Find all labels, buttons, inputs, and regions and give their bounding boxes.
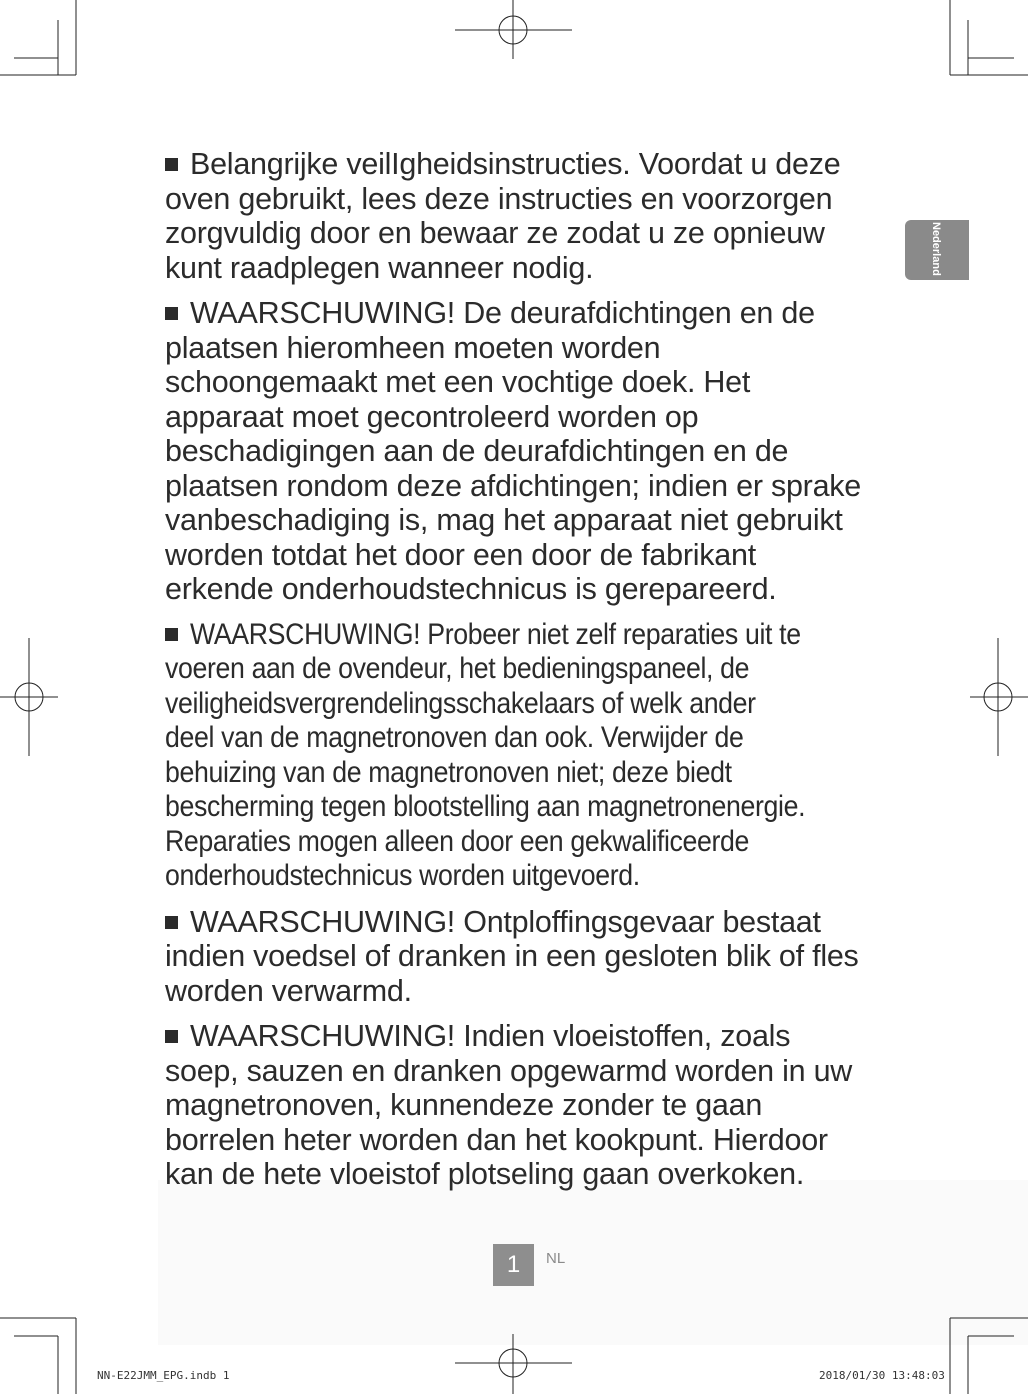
text-line: kan de hete vloeistof plotseling gaan overkoken. <box>165 1157 805 1191</box>
registration-mark-left <box>0 638 58 756</box>
text-line: veiligheidsvergrendelingsschakelaars of welk ander <box>165 686 756 720</box>
text-line: indien voedsel of dranken in een gesloten blik of fles <box>165 939 859 973</box>
text-line: voeren aan de ovendeur, het bedieningspaneel, de <box>165 652 750 685</box>
text-line: Belangrijke veilIgheidsinstructies. Voordat u deze <box>165 147 865 182</box>
text-line: bescherming tegen blootstelling aan magnetronenergie. <box>165 790 806 823</box>
paragraph-3 <box>165 618 865 894</box>
text-line: WAARSCHUWING! Indien vloeistoffen, zoals <box>165 1019 865 1054</box>
text-line: oven gebruikt, lees deze instructies en voorzorgen <box>165 181 833 216</box>
text-line: schoongemaakt met een vochtige doek. Het <box>165 365 751 399</box>
text-line: plaatsen rondom deze afdichtingen; indien er sprake <box>165 468 861 503</box>
text-line: deel van de magnetronoven dan ook. Verwijder de <box>165 721 744 754</box>
text-line: borrelen heter worden dan het kookpunt. Hierdoor <box>165 1122 828 1157</box>
square-bullet-icon <box>165 1030 178 1043</box>
text-line: zorgvuldig door en bewaar ze zodat u ze opnieuw <box>165 216 825 250</box>
text-line: soep, sauzen en dranken opgewarmd worden in uw <box>165 1053 853 1088</box>
text-line: behuizing van de magnetronoven niet; deze biedt <box>165 755 732 789</box>
square-bullet-icon <box>165 307 178 320</box>
text-line: plaatsen hieromheen moeten worden <box>165 330 661 365</box>
paragraph-5 <box>165 1019 865 1192</box>
text-line: erkende onderhoudstechnicus is gerepareerd. <box>165 572 777 606</box>
safety-instructions <box>165 147 865 1203</box>
text-line: apparaat moet gecontroleerd worden op <box>165 399 699 434</box>
registration-mark-top <box>455 0 572 59</box>
text-line: WAARSCHUWING! Ontploffingsgevaar bestaat <box>165 905 865 940</box>
page-number: 1 <box>493 1244 534 1286</box>
registration-mark-bottom <box>455 1334 572 1394</box>
text-line: worden totdat het door een door de fabrikant <box>165 537 756 572</box>
text-line: vanbeschadiging is, mag het apparaat niet gebruikt <box>165 503 843 537</box>
text-line: Reparaties mogen alleen door een gekwalificeerde <box>165 824 750 858</box>
square-bullet-icon <box>165 916 178 929</box>
text-line: kunt raadplegen wanneer nodig. <box>165 250 594 285</box>
language-side-tab <box>905 220 969 280</box>
text-line: WAARSCHUWING! Probeer niet zelf reparaties uit te <box>165 618 865 653</box>
language-side-tab-label: Nederland <box>930 222 942 276</box>
square-bullet-icon <box>165 628 178 641</box>
text-line: beschadigingen aan de deurafdichtingen en de <box>165 434 789 468</box>
square-bullet-icon <box>165 158 178 171</box>
text-line: WAARSCHUWING! De deurafdichtingen en de <box>165 296 865 331</box>
paragraph-2 <box>165 296 865 607</box>
page-language-code: NL <box>546 1250 566 1267</box>
registration-mark-right <box>970 638 1028 756</box>
print-slug-datetime: 2018/01/30 13:48:03 <box>819 1369 945 1382</box>
paragraph-1 <box>165 147 865 285</box>
text-line: worden verwarmd. <box>165 973 412 1008</box>
paragraph-4 <box>165 905 865 1009</box>
print-slug-file: NN-E22JMM_EPG.indb 1 <box>97 1369 230 1382</box>
text-line: magnetronoven, kunnendeze zonder te gaan <box>165 1088 763 1122</box>
text-line: onderhoudstechnicus worden uitgevoerd. <box>165 859 640 892</box>
